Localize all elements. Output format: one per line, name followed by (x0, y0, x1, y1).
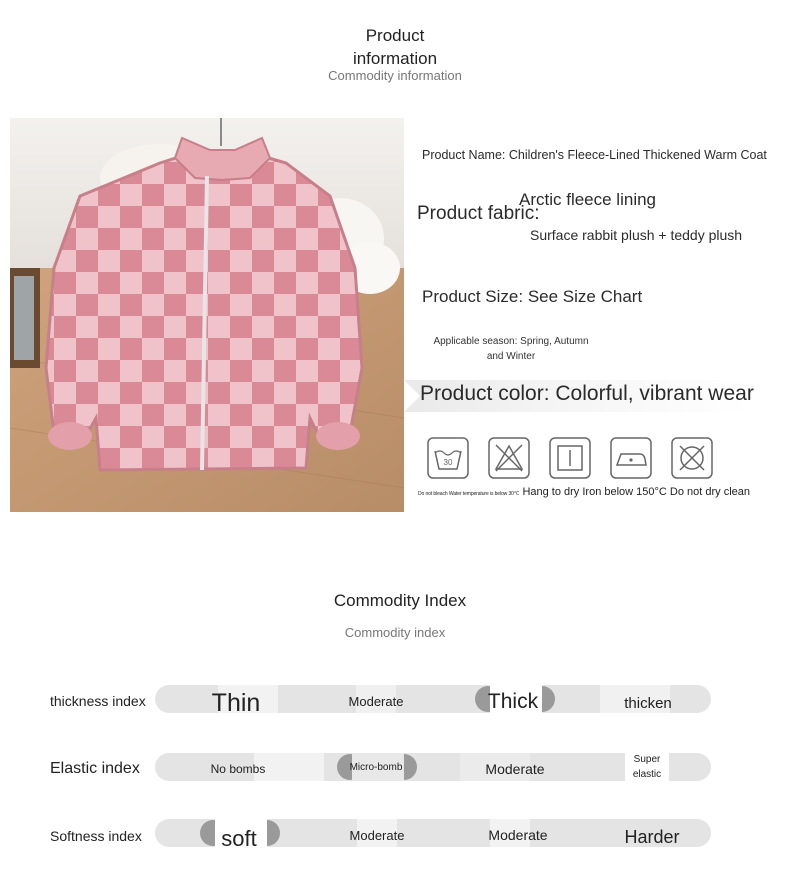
index-title: Commodity Index (333, 591, 467, 610)
softness-option-soft: soft (221, 826, 257, 851)
elastic-option-super-elastic: Super elastic (632, 754, 662, 780)
thickness-option-moderate: Moderate (348, 694, 404, 709)
product-fabric-lining: Arctic fleece lining (519, 190, 657, 209)
page-subtitle: Commodity information (328, 68, 462, 83)
iron-low-icon (610, 437, 652, 479)
softness-index-label: Softness index (50, 828, 142, 844)
softness-option-harder: Harder (624, 827, 680, 847)
no-dry-clean-icon (671, 437, 713, 479)
product-size: Product Size: See Size Chart (422, 287, 643, 306)
thickness-option-thicken: thicken (624, 695, 672, 712)
care-text: Hang to dry Iron below 150°C Do not dry clean (522, 486, 751, 498)
thickness-option-thick: Thick (487, 690, 539, 713)
product-fabric-label: Product fabric: (417, 203, 540, 224)
elastic-option-moderate: Moderate (485, 761, 545, 777)
index-subtitle: Commodity index (344, 625, 446, 640)
product-season: Applicable season: Spring, Autumn and Winter (433, 336, 589, 362)
banner-arrow (404, 380, 420, 412)
elastic-index-label: Elastic index (50, 760, 140, 777)
wash-temp: 30 (443, 458, 453, 467)
product-color: Product color: Colorful, vibrant wear (420, 382, 754, 405)
product-fabric-surface: Surface rabbit plush + teddy plush (530, 227, 743, 243)
no-bleach-icon (488, 437, 530, 479)
softness-option-moderate-2: Moderate (488, 827, 548, 843)
product-photo (10, 118, 404, 512)
thickness-option-thin: Thin (211, 689, 261, 717)
hang-dry-icon (549, 437, 591, 479)
jacket-illustration (10, 118, 404, 512)
product-name: Product Name: Children's Fleece-Lined Thickened Warm Coat (422, 148, 767, 162)
thickness-index-label: thickness index (50, 693, 146, 709)
elastic-option-no-bombs: No bombs (210, 762, 266, 776)
care-instructions (418, 486, 750, 498)
elastic-option-micro-bomb: Micro-bomb (349, 762, 403, 773)
page-title: Product information (352, 26, 438, 68)
wash-30-icon (427, 437, 469, 479)
care-small-text: Do not bleach Water temperature is below 30℃ (418, 491, 520, 497)
softness-option-moderate-1: Moderate (349, 828, 405, 843)
